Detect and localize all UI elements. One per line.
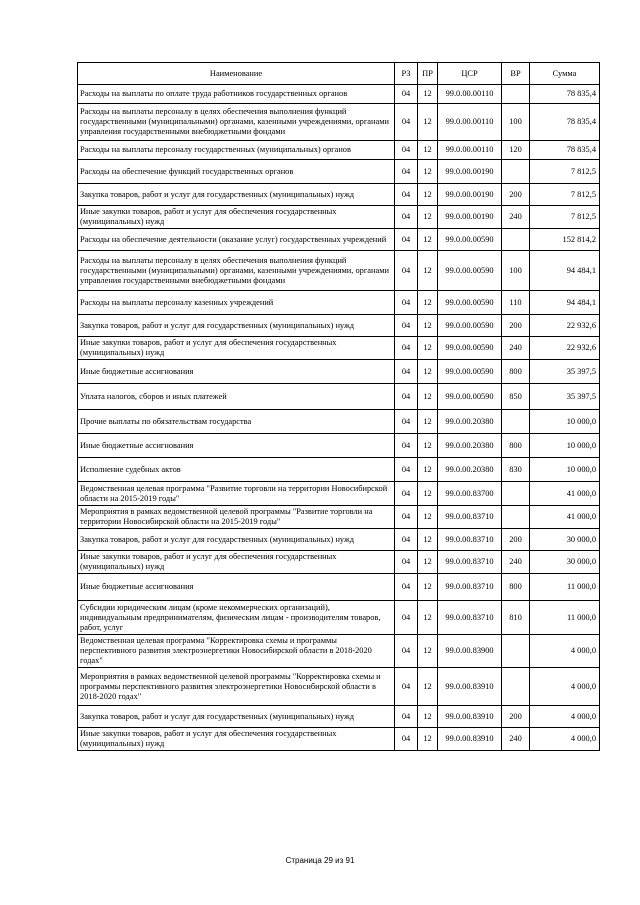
row-rz-cell: 04 <box>395 384 418 410</box>
row-pr-cell: 12 <box>418 529 438 551</box>
table-row <box>78 574 600 601</box>
row-csr-cell: 99.0.00.83710 <box>438 601 502 635</box>
table-row <box>78 251 600 291</box>
row-sum-cell: 78 835,4 <box>530 85 600 104</box>
row-name-cell: Прочие выплаты по обязательствам государства <box>78 410 395 434</box>
row-vr-cell <box>502 506 530 529</box>
row-rz-cell: 04 <box>395 251 418 291</box>
row-pr-cell: 12 <box>418 229 438 251</box>
table-row <box>78 229 600 251</box>
row-pr-cell: 12 <box>418 410 438 434</box>
row-rz-cell: 04 <box>395 728 418 751</box>
row-vr-cell: 200 <box>502 184 530 206</box>
table-row <box>78 141 600 160</box>
row-vr-cell: 240 <box>502 551 530 574</box>
table-row <box>78 434 600 458</box>
table-row <box>78 482 600 506</box>
row-pr-cell: 12 <box>418 668 438 706</box>
table-row <box>78 337 600 360</box>
row-csr-cell: 99.0.00.83910 <box>438 706 502 728</box>
row-pr-cell: 12 <box>418 85 438 104</box>
row-pr-cell: 12 <box>418 434 438 458</box>
row-name-cell: Иные закупки товаров, работ и услуг для обеспечения государственных (муниципальных) нужд <box>78 206 395 229</box>
row-sum-cell: 7 812,5 <box>530 206 600 229</box>
row-sum-cell: 4 000,0 <box>530 635 600 668</box>
row-vr-cell: 850 <box>502 384 530 410</box>
row-pr-cell: 12 <box>418 551 438 574</box>
row-pr-cell: 12 <box>418 384 438 410</box>
row-vr-cell: 100 <box>502 251 530 291</box>
row-sum-cell: 41 000,0 <box>530 482 600 506</box>
header-row <box>78 63 600 85</box>
row-rz-cell: 04 <box>395 85 418 104</box>
row-name-cell: Иные бюджетные ассигнования <box>78 360 395 384</box>
row-sum-cell: 94 484,1 <box>530 291 600 315</box>
table-row <box>78 551 600 574</box>
row-rz-cell: 04 <box>395 551 418 574</box>
row-vr-cell: 800 <box>502 360 530 384</box>
row-sum-cell: 11 000,0 <box>530 601 600 635</box>
row-vr-cell: 200 <box>502 706 530 728</box>
row-name-cell: Закупка товаров, работ и услуг для государственных (муниципальных) нужд <box>78 315 395 337</box>
row-rz-cell: 04 <box>395 458 418 482</box>
row-csr-cell: 99.0.00.83710 <box>438 574 502 601</box>
row-csr-cell: 99.0.00.83910 <box>438 728 502 751</box>
table-row <box>78 728 600 751</box>
row-vr-cell <box>502 85 530 104</box>
row-sum-cell: 11 000,0 <box>530 574 600 601</box>
row-pr-cell: 12 <box>418 635 438 668</box>
row-sum-cell: 78 835,4 <box>530 104 600 141</box>
row-sum-cell: 4 000,0 <box>530 706 600 728</box>
row-csr-cell: 99.0.00.00590 <box>438 360 502 384</box>
row-vr-cell <box>502 229 530 251</box>
row-name-cell: Ведомственная целевая программа "Развитие торговли на территории Новосибирской области на 2015-2019 годы" <box>78 482 395 506</box>
row-csr-cell: 99.0.00.00590 <box>438 291 502 315</box>
row-vr-cell: 240 <box>502 337 530 360</box>
row-pr-cell: 12 <box>418 574 438 601</box>
row-name-cell: Расходы на выплаты персоналу в целях обеспечения выполнения функций государственными (муниципальными) органами, казенными учреждениями, органами управления государственными внебюджетными фондами <box>78 251 395 291</box>
row-sum-cell: 30 000,0 <box>530 551 600 574</box>
row-rz-cell: 04 <box>395 160 418 184</box>
row-sum-cell: 10 000,0 <box>530 434 600 458</box>
row-rz-cell: 04 <box>395 706 418 728</box>
row-name-cell: Расходы на выплаты по оплате труда работников государственных органов <box>78 85 395 104</box>
row-csr-cell: 99.0.00.00590 <box>438 337 502 360</box>
row-sum-cell: 4 000,0 <box>530 668 600 706</box>
row-rz-cell: 04 <box>395 184 418 206</box>
table-row <box>78 706 600 728</box>
table-row <box>78 291 600 315</box>
row-csr-cell: 99.0.00.83910 <box>438 668 502 706</box>
table-row <box>78 360 600 384</box>
table-row <box>78 529 600 551</box>
row-vr-cell <box>502 410 530 434</box>
row-rz-cell: 04 <box>395 574 418 601</box>
row-sum-cell: 35 397,5 <box>530 384 600 410</box>
row-csr-cell: 99.0.00.00190 <box>438 206 502 229</box>
row-vr-cell: 100 <box>502 104 530 141</box>
row-name-cell: Расходы на выплаты персоналу казенных учреждений <box>78 291 395 315</box>
row-name-cell: Иные бюджетные ассигнования <box>78 574 395 601</box>
row-csr-cell: 99.0.00.00190 <box>438 184 502 206</box>
table-row <box>78 315 600 337</box>
row-csr-cell: 99.0.00.20380 <box>438 434 502 458</box>
row-rz-cell: 04 <box>395 360 418 384</box>
header-name: Наименование <box>78 63 395 85</box>
row-name-cell: Иные закупки товаров, работ и услуг для обеспечения государственных (муниципальных) нужд <box>78 728 395 751</box>
row-pr-cell: 12 <box>418 360 438 384</box>
row-sum-cell: 30 000,0 <box>530 529 600 551</box>
row-name-cell: Иные закупки товаров, работ и услуг для обеспечения государственных (муниципальных) нужд <box>78 337 395 360</box>
table-row <box>78 184 600 206</box>
row-name-cell: Мероприятия в рамках ведомственной целевой программы "Развитие торговли на территории Новосибирской области на 2015-2019 годы" <box>78 506 395 529</box>
row-rz-cell: 04 <box>395 601 418 635</box>
row-csr-cell: 99.0.00.83710 <box>438 506 502 529</box>
row-sum-cell: 152 814,2 <box>530 229 600 251</box>
row-csr-cell: 99.0.00.83710 <box>438 529 502 551</box>
table-row <box>78 104 600 141</box>
row-name-cell: Иные закупки товаров, работ и услуг для обеспечения государственных (муниципальных) нужд <box>78 551 395 574</box>
row-vr-cell: 800 <box>502 574 530 601</box>
row-pr-cell: 12 <box>418 728 438 751</box>
row-sum-cell: 94 484,1 <box>530 251 600 291</box>
row-rz-cell: 04 <box>395 668 418 706</box>
row-csr-cell: 99.0.00.20380 <box>438 458 502 482</box>
row-rz-cell: 04 <box>395 229 418 251</box>
row-rz-cell: 04 <box>395 635 418 668</box>
row-sum-cell: 35 397,5 <box>530 360 600 384</box>
table-row <box>78 410 600 434</box>
row-sum-cell: 7 812,5 <box>530 184 600 206</box>
row-pr-cell: 12 <box>418 506 438 529</box>
row-csr-cell: 99.0.00.00110 <box>438 141 502 160</box>
row-name-cell: Расходы на обеспечение деятельности (оказание услуг) государственных учреждений <box>78 229 395 251</box>
row-name-cell: Уплата налогов, сборов и иных платежей <box>78 384 395 410</box>
row-rz-cell: 04 <box>395 434 418 458</box>
row-vr-cell: 800 <box>502 434 530 458</box>
row-pr-cell: 12 <box>418 482 438 506</box>
row-csr-cell: 99.0.00.83700 <box>438 482 502 506</box>
table-row <box>78 458 600 482</box>
row-csr-cell: 99.0.00.00590 <box>438 315 502 337</box>
row-name-cell: Расходы на выплаты персоналу государственных (муниципальных) органов <box>78 141 395 160</box>
row-vr-cell <box>502 482 530 506</box>
row-vr-cell: 200 <box>502 315 530 337</box>
row-csr-cell: 99.0.00.00110 <box>438 85 502 104</box>
row-rz-cell: 04 <box>395 482 418 506</box>
row-csr-cell: 99.0.00.00590 <box>438 229 502 251</box>
row-name-cell: Расходы на выплаты персоналу в целях обеспечения выполнения функций государственными (муниципальными) органами, казенными учреждениями, органами управления государственными внебюджетными фондами <box>78 104 395 141</box>
table-row <box>78 384 600 410</box>
row-sum-cell: 4 000,0 <box>530 728 600 751</box>
row-vr-cell: 240 <box>502 206 530 229</box>
row-rz-cell: 04 <box>395 206 418 229</box>
row-pr-cell: 12 <box>418 706 438 728</box>
row-pr-cell: 12 <box>418 315 438 337</box>
row-rz-cell: 04 <box>395 291 418 315</box>
table-row <box>78 506 600 529</box>
row-rz-cell: 04 <box>395 529 418 551</box>
row-rz-cell: 04 <box>395 506 418 529</box>
row-pr-cell: 12 <box>418 184 438 206</box>
row-pr-cell: 12 <box>418 601 438 635</box>
table-body <box>78 85 600 751</box>
row-vr-cell: 110 <box>502 291 530 315</box>
row-rz-cell: 04 <box>395 337 418 360</box>
row-csr-cell: 99.0.00.00590 <box>438 251 502 291</box>
header-csr: ЦСР <box>438 63 502 85</box>
row-vr-cell: 200 <box>502 529 530 551</box>
table-row <box>78 601 600 635</box>
row-pr-cell: 12 <box>418 458 438 482</box>
row-name-cell: Закупка товаров, работ и услуг для государственных (муниципальных) нужд <box>78 706 395 728</box>
row-pr-cell: 12 <box>418 337 438 360</box>
header-pr: ПР <box>418 63 438 85</box>
table-row <box>78 160 600 184</box>
row-sum-cell: 22 932,6 <box>530 337 600 360</box>
row-csr-cell: 99.0.00.83900 <box>438 635 502 668</box>
row-pr-cell: 12 <box>418 291 438 315</box>
row-vr-cell: 240 <box>502 728 530 751</box>
row-name-cell: Закупка товаров, работ и услуг для государственных (муниципальных) нужд <box>78 184 395 206</box>
row-name-cell: Иные бюджетные ассигнования <box>78 434 395 458</box>
table-row <box>78 668 600 706</box>
table-row <box>78 635 600 668</box>
page-number: Страница 29 из 91 <box>285 856 355 865</box>
row-vr-cell <box>502 160 530 184</box>
row-rz-cell: 04 <box>395 104 418 141</box>
header-vr: ВР <box>502 63 530 85</box>
row-vr-cell <box>502 668 530 706</box>
row-name-cell: Закупка товаров, работ и услуг для государственных (муниципальных) нужд <box>78 529 395 551</box>
row-pr-cell: 12 <box>418 141 438 160</box>
table-row <box>78 206 600 229</box>
header-rz: РЗ <box>395 63 418 85</box>
row-csr-cell: 99.0.00.00110 <box>438 104 502 141</box>
row-rz-cell: 04 <box>395 315 418 337</box>
row-sum-cell: 41 000,0 <box>530 506 600 529</box>
row-sum-cell: 10 000,0 <box>530 458 600 482</box>
row-csr-cell: 99.0.00.20380 <box>438 410 502 434</box>
row-pr-cell: 12 <box>418 160 438 184</box>
row-csr-cell: 99.0.00.00590 <box>438 384 502 410</box>
row-vr-cell <box>502 635 530 668</box>
row-name-cell: Мероприятия в рамках ведомственной целевой программы "Корректировка схемы и программы перспективного развития электроэнергетики Новосибирской области в 2018-2020 годах" <box>78 668 395 706</box>
row-sum-cell: 22 932,6 <box>530 315 600 337</box>
row-name-cell: Исполнение судебных актов <box>78 458 395 482</box>
row-sum-cell: 10 000,0 <box>530 410 600 434</box>
header-sum: Сумма <box>530 63 600 85</box>
row-rz-cell: 04 <box>395 410 418 434</box>
row-csr-cell: 99.0.00.83710 <box>438 551 502 574</box>
row-name-cell: Расходы на обеспечение функций государственных органов <box>78 160 395 184</box>
row-pr-cell: 12 <box>418 104 438 141</box>
row-pr-cell: 12 <box>418 206 438 229</box>
row-name-cell: Субсидии юридическим лицам (кроме некоммерческих организаций), индивидуальным предпринимателям, физическим лицам - производителям товаров, работ, услуг <box>78 601 395 635</box>
row-vr-cell: 810 <box>502 601 530 635</box>
row-vr-cell: 120 <box>502 141 530 160</box>
row-pr-cell: 12 <box>418 251 438 291</box>
row-vr-cell: 830 <box>502 458 530 482</box>
row-name-cell: Ведомственная целевая программа "Корректировка схемы и программы перспективного развития электроэнергетики Новосибирской области в 2018-2020 годах" <box>78 635 395 668</box>
row-sum-cell: 7 812,5 <box>530 160 600 184</box>
row-csr-cell: 99.0.00.00190 <box>438 160 502 184</box>
table-row <box>78 85 600 104</box>
row-rz-cell: 04 <box>395 141 418 160</box>
row-sum-cell: 78 835,4 <box>530 141 600 160</box>
budget-table <box>77 62 600 751</box>
